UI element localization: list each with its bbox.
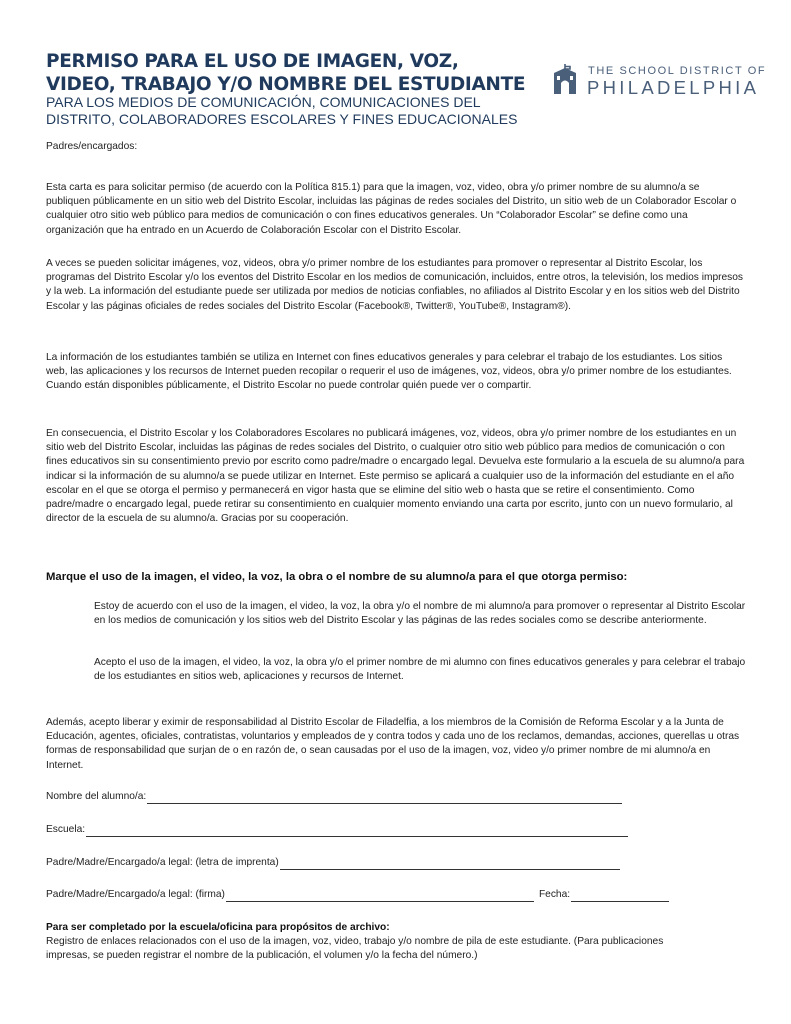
school-row xyxy=(46,823,628,837)
release-paragraph: Además, acepto liberar y eximir de responsabilidad al Distrito Escolar de Filadelfia, a los miembros de la Comisión de Reforma Escolar y a la Junta de Educación, agentes, oficiales, contratistas, voluntarios y empleados de y contra todos y cada uno de los reclamos, demandas, acciones, querellas u otras formas de responsabilidad que surjan de o en razón de, o sean causadas por el uso de la imagen, voz, video y/o primer nombre de mi alumno/a en Internet. xyxy=(46,717,740,771)
guardian-print-field[interactable] xyxy=(280,858,620,870)
student-name-row xyxy=(46,790,622,804)
guardian-signature-field[interactable] xyxy=(226,890,534,902)
permission-heading: Marque el uso de la imagen, el video, la voz, la obra o el nombre de su alumno/a para el que otorga permiso: xyxy=(46,571,628,583)
school-building-icon xyxy=(552,63,578,95)
school-field[interactable] xyxy=(86,825,628,837)
date-label: Fecha: xyxy=(538,889,571,900)
logo-line-1: THE SCHOOL DISTRICT OF xyxy=(588,65,767,77)
paragraph-media: A veces se pueden solicitar imágenes, voz, videos, obra y/o primer nombre de los estudiantes para promover o representar al Distrito Escolar, los programas del Distrito Escolar y/o los eventos del Distrito Escolar en los medios de comunicación, incluidos, entre otros, la televisión, los medios impresos y la web. La información del estudiante puede ser utilizada por medios de noticias confiables, no afiliados al Distrito Escolar y en los sitios web del Distrito Escolar y las páginas oficiales de redes sociales del Distrito Escolar (Facebook®, Twitter®, YouTube®, Instagram®). xyxy=(46,258,744,312)
paragraph-consent: En consecuencia, el Distrito Escolar y los Colaboradores Escolares no publicará imágenes, voz, videos, obra y/o primer nombre de los estudiantes en un sitio web del Distrito Escolar, incluidas las páginas de redes sociales del Distrito, o cualquier otro sitio web público para medios de comunicación o con fines educativos sin su consentimiento previo por escrito como padre/madre o encargado legal. Devuelva este formulario a la escuela de su alumno/a para indicar si la información de su alumno/a se puede utilizar en Internet. Este permiso se aplicará a cualquier uso de la información del estudiante en el año escolar en el que se otorga el permiso y permanecerá en vigor hasta que se elimine del sitio web o hasta que se retire el consentimiento. Como padre/madre o encargado legal, puede retirar su consentimiento en cualquier momento enviando una carta por escrito, junto con un nuevo formulario, al director de la escuela de su alumno/a. Gracias por su cooperación. xyxy=(46,428,745,525)
guardian-print-label: Padre/Madre/Encargado/a legal: (letra de imprenta) xyxy=(46,857,279,868)
greeting: Padres/encargados: xyxy=(46,141,138,152)
school-label: Escuela: xyxy=(46,824,86,835)
paragraph-request: Esta carta es para solicitar permiso (de acuerdo con la Política 815.1) para que la imagen, voz, video, obra y/o primer nombre de su alumno/a se publiquen públicamente en un sitio web del Distrito Escolar, incluidas las páginas de redes sociales del Distrito, un sitio web de un Colaborador Escolar o cualquier otro sitio web público para medios de comunicación o con fines educativos generales. Un “Colaborador Escolar” se define como una organización que ha entrado en un Acuerdo de Colaboración Escolar con el Distrito Escolar. xyxy=(46,182,737,236)
paragraph-internet: La información de los estudiantes también se utiliza en Internet con fines educativos generales y para celebrar el trabajo de los estudiantes. Los sitios web, las aplicaciones y los recursos de Internet pueden recopilar o requerir el uso de imágenes, voz, videos, obra y/o primer nombre de los estudiantes. Cuando están disponibles públicamente, el Distrito Escolar no puede controlar quién puede ver o compartir. xyxy=(46,352,732,392)
archive-text: Registro de enlaces relacionados con el uso de la imagen, voz, video, trabajo y/o nombre de pila de este estudiante. (Para publicaciones impresas, se pueden registrar el nombre de la publicación, el volumen y/o la fecha del número.) xyxy=(46,936,664,962)
form-title: PERMISO PARA EL USO DE IMAGEN, VOZ, VIDEO, TRABAJO Y/O NOMBRE DEL ESTUDIANTE xyxy=(46,51,526,95)
district-logo xyxy=(552,63,774,97)
guardian-signature-label: Padre/Madre/Encargado/a legal: (firma) xyxy=(46,889,225,900)
guardian-print-row xyxy=(46,856,620,870)
date-field[interactable] xyxy=(571,890,669,902)
form-subtitle: PARA LOS MEDIOS DE COMUNICACIÓN, COMUNICACIONES DEL DISTRITO, COLABORADORES ESCOLARES Y FINES EDUCACIONALES xyxy=(46,94,518,127)
permission-option-media[interactable]: Estoy de acuerdo con el uso de la imagen, el video, la voz, la obra y/o el nombre de mi alumno/a para promover o representar al Distrito Escolar en los medios de comunicación y los sitios web del Distrito Escolar y las páginas de las redes sociales como se describe anteriormente. xyxy=(94,601,746,627)
archive-title: Para ser completado por la escuela/oficina para propósitos de archivo: xyxy=(46,922,390,933)
student-name-field[interactable] xyxy=(147,792,622,804)
logo-line-2: PHILADELPHIA xyxy=(587,77,760,98)
student-name-label: Nombre del alumno/a: xyxy=(46,791,147,802)
guardian-signature-row xyxy=(46,888,669,902)
permission-option-education[interactable]: Acepto el uso de la imagen, el video, la voz, la obra y/o el primer nombre de mi alumno con fines educativos generales y para celebrar el trabajo de los estudiantes en sitios web, aplicaciones y recursos de Internet. xyxy=(94,657,746,683)
